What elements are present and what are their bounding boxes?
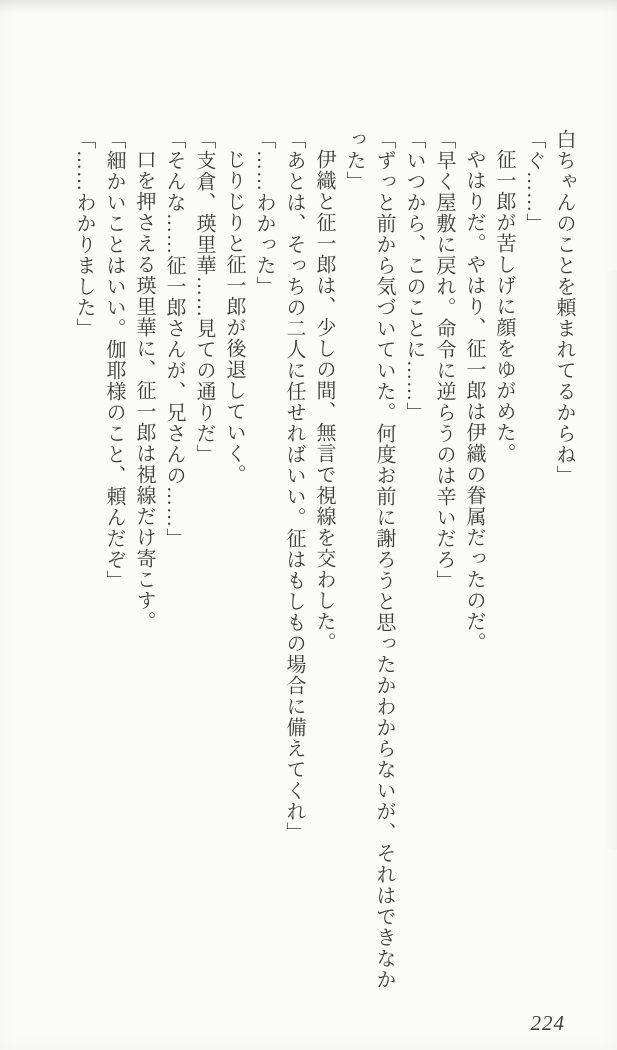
page-number: 224 <box>530 1011 565 1035</box>
novel-line: 「細かいことはいい。伽耶様のこと、頼んだぞ」 <box>103 129 125 591</box>
novel-line: やはりだ。やはり、征一郎は伊織の眷属だったのだ。 <box>463 149 485 653</box>
novel-line: 伊織と征一郎は、少しの間、無言で視線を交わした。 <box>313 149 335 653</box>
novel-line: 「……わかった」 <box>253 129 275 297</box>
novel-line: 口を押さえる瑛里華に、征一郎は視線だけ寄こす。 <box>133 149 155 632</box>
novel-line: 「いつから、このことに……」 <box>403 129 425 423</box>
novel-line: 「そんな……征一郎さんが、兄さんの……」 <box>163 129 185 549</box>
novel-line: 征一郎が苦しげに顔をゆがめた。 <box>493 149 515 464</box>
novel-line: 「早く屋敷に戻れ。命令に逆らうのは辛いだろ」 <box>433 129 455 591</box>
novel-line: じりじりと征一郎が後退していく。 <box>223 149 245 485</box>
novel-line: 「……わかりました」 <box>73 129 95 339</box>
novel-line: 「あとは、そっちの二人に任せればいい。征はもしもの場合に備えてくれ」 <box>283 129 305 843</box>
scan-smudge-top <box>0 0 617 14</box>
vertical-text-block <box>69 129 579 994</box>
scan-smudge-right <box>603 270 617 850</box>
novel-line: 「ずっと前から気づいていた。何度お前に謝ろうと思ったかわからないが、それはできなかった」 <box>343 129 395 990</box>
novel-line: 白ちゃんのことを頼まれてるからね」 <box>553 129 575 486</box>
novel-line: 「支倉、瑛里華……見ての通りだ」 <box>193 129 215 465</box>
novel-line: 「ぐ……」 <box>523 129 545 234</box>
